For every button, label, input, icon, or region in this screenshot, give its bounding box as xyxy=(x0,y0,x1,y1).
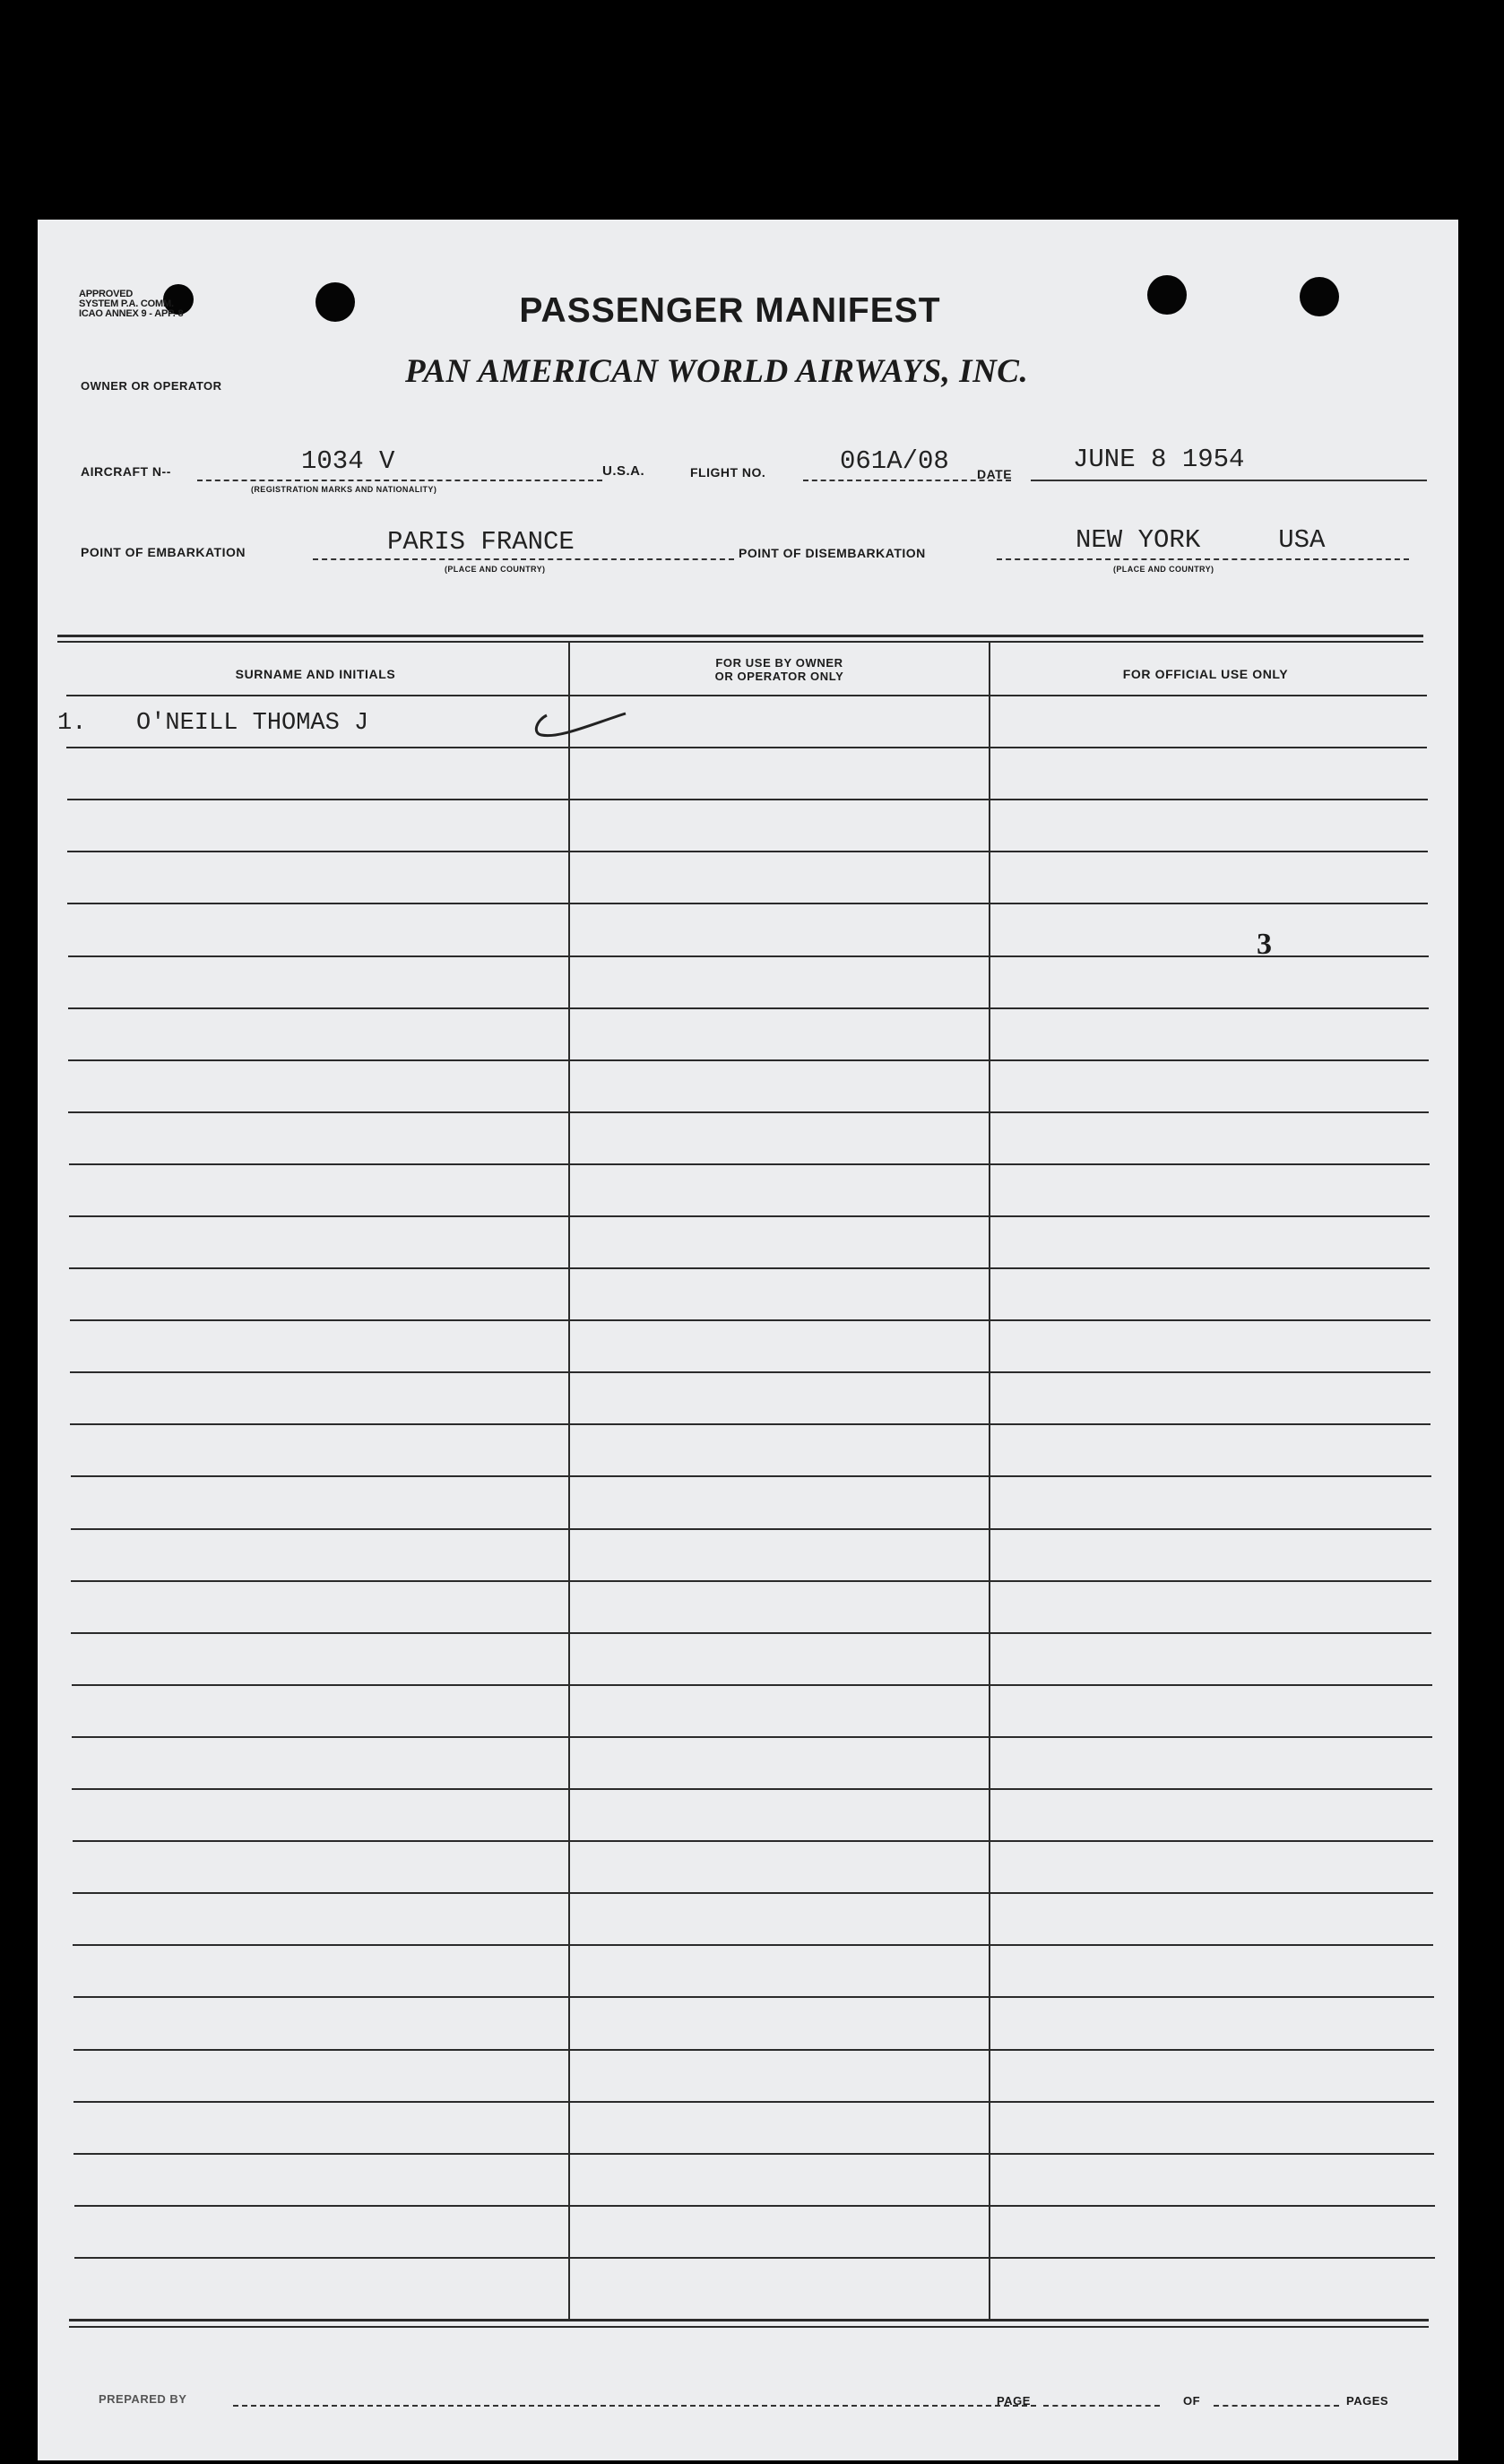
table-row-rule xyxy=(74,2205,1435,2207)
table-row-rule xyxy=(69,1163,1430,1165)
table-row-rule xyxy=(68,1059,1429,1061)
table-row-rule xyxy=(72,1736,1432,1738)
owner-value: PAN AMERICAN WORLD AIRWAYS, INC. xyxy=(405,353,1029,390)
column-divider xyxy=(568,643,570,2319)
col-owner-header: FOR USE BY OWNER OR OPERATOR ONLY xyxy=(714,656,844,683)
manifest-form xyxy=(38,220,1458,2460)
embarkation-line xyxy=(313,558,734,560)
column-divider xyxy=(989,643,990,2319)
table-row-rule xyxy=(68,1111,1429,1113)
table-row-rule xyxy=(66,695,1427,696)
table-row-rule xyxy=(73,2049,1434,2051)
table-bottom-rule xyxy=(69,2319,1429,2321)
table-row-rule xyxy=(73,1996,1434,1998)
table-row-rule xyxy=(68,955,1429,957)
disembarkation-value: NEW YORK USA xyxy=(1076,525,1326,555)
table-row-rule xyxy=(70,1423,1431,1425)
table-row-rule xyxy=(71,1528,1431,1530)
table-row-rule xyxy=(69,1215,1430,1217)
disembarkation-label: POINT OF DISEMBARKATION xyxy=(739,546,926,560)
table-row-rule xyxy=(70,1319,1431,1321)
aircraft-label: AIRCRAFT N-- xyxy=(81,464,171,479)
page-line xyxy=(1043,2405,1160,2407)
usa-label: U.S.A. xyxy=(602,463,645,479)
entry-name: O'NEILL THOMAS J xyxy=(136,710,369,737)
of-label: OF xyxy=(1183,2394,1201,2408)
table-top-rule xyxy=(57,635,1423,637)
table-row-rule xyxy=(71,1580,1431,1582)
table-row-rule xyxy=(66,747,1427,748)
table-row-rule xyxy=(73,1892,1433,1894)
table-row-rule xyxy=(68,1007,1429,1009)
table-row-rule xyxy=(67,851,1428,852)
table-bottom-rule-2 xyxy=(69,2326,1429,2328)
table-row-rule xyxy=(69,1267,1430,1269)
embarkation-caption: (PLACE AND COUNTRY) xyxy=(445,565,546,574)
form-title: PASSENGER MANIFEST xyxy=(519,291,941,330)
table-row-rule xyxy=(72,1684,1432,1686)
stray-mark: 3 xyxy=(1257,928,1272,961)
disembarkation-line xyxy=(997,558,1409,560)
pages-label: PAGES xyxy=(1346,2394,1389,2408)
table-top-rule-2 xyxy=(57,641,1423,643)
prepared-by-line xyxy=(233,2405,1036,2407)
table-row-rule xyxy=(73,1944,1433,1946)
aircraft-caption: (REGISTRATION MARKS AND NATIONALITY) xyxy=(251,485,437,494)
aircraft-value: 1034 V xyxy=(301,446,395,476)
prepared-by-label: PREPARED BY xyxy=(99,2392,187,2406)
disembarkation-caption: (PLACE AND COUNTRY) xyxy=(1113,565,1214,574)
col-official-header: FOR OFFICIAL USE ONLY xyxy=(1122,667,1289,681)
entry-number: 1. xyxy=(57,710,87,737)
table-row-rule xyxy=(71,1632,1431,1634)
date-label: DATE xyxy=(977,467,1013,481)
table-row-rule xyxy=(71,1475,1431,1477)
aircraft-line xyxy=(197,480,602,481)
embarkation-label: POINT OF EMBARKATION xyxy=(81,545,246,559)
date-line xyxy=(1031,480,1427,481)
check-mark-icon xyxy=(529,708,636,753)
table-row-rule xyxy=(73,2101,1434,2103)
table-row-rule xyxy=(73,2153,1434,2155)
table-row-rule xyxy=(70,1371,1431,1373)
table-row-rule xyxy=(72,1788,1432,1790)
owner-label: OWNER OR OPERATOR xyxy=(81,379,222,393)
table-row-rule xyxy=(67,903,1428,904)
of-line xyxy=(1214,2405,1339,2407)
embarkation-value: PARIS FRANCE xyxy=(387,527,575,557)
approval-stamp: APPROVED SYSTEM P.A. COMM. ICAO ANNEX 9 - APP. 8 xyxy=(79,289,184,319)
flight-label: FLIGHT NO. xyxy=(690,465,766,480)
col-surname-header: SURNAME AND INITIALS xyxy=(235,667,396,681)
table-row-rule xyxy=(73,1840,1433,1842)
page-label: PAGE xyxy=(997,2394,1031,2408)
date-value: JUNE 8 1954 xyxy=(1073,445,1245,474)
table-row-rule xyxy=(67,799,1428,800)
flight-value: 061A/08 xyxy=(840,446,949,476)
table-row-rule xyxy=(74,2257,1435,2259)
